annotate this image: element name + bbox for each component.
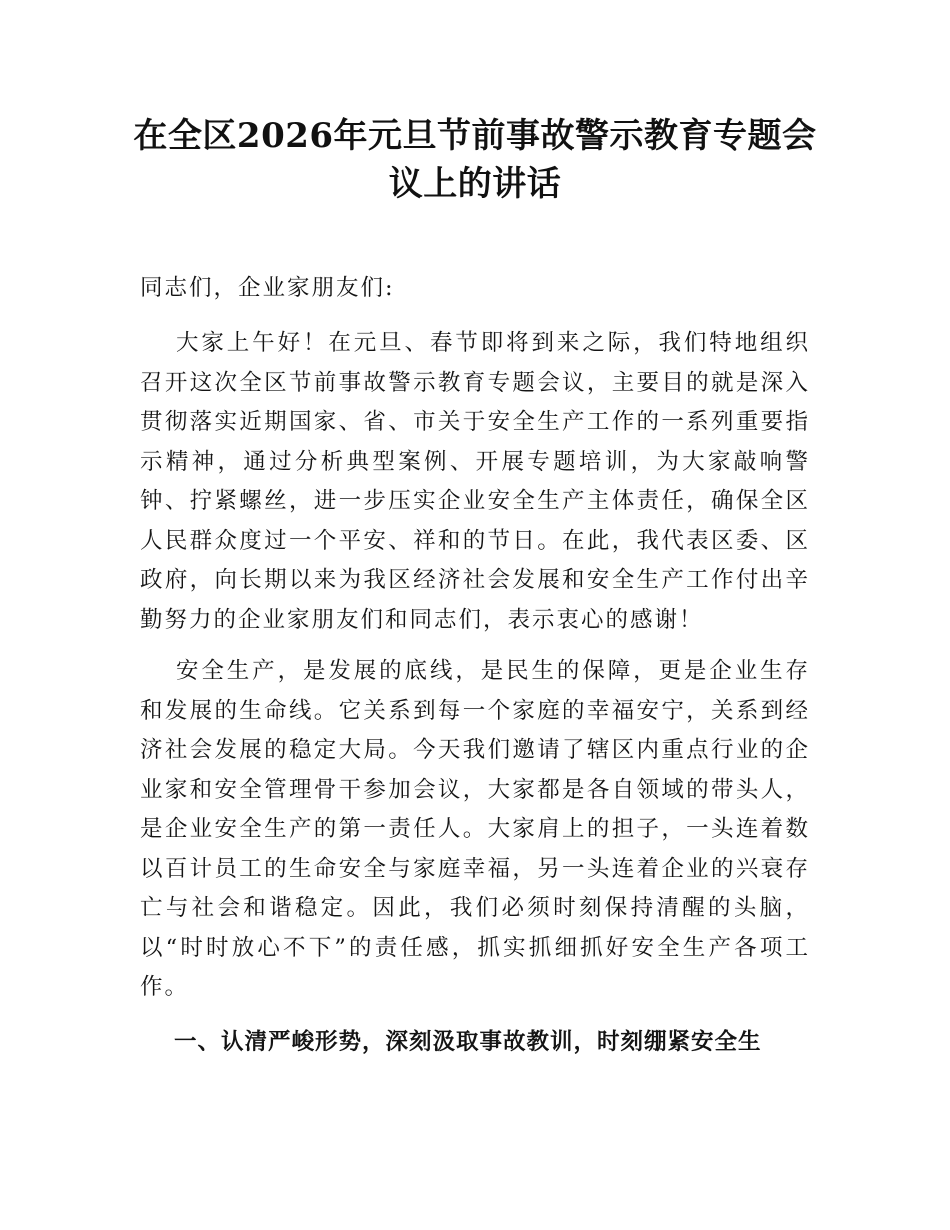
paragraph-safety-importance: 安全生产，是发展的底线，是民生的保障，更是企业生存和发展的生命线。它关系到每一个家庭的幸福安宁，关系到经济社会发展的稳定大局。今天我们邀请了辖区内重点行业的企业家和安全管理骨干参加会议，大家都是各自领域的带头人，是企业安全生产的第一责任人。大家肩上的担子，一头连着数以百计员工的生命安全与家庭幸福，另一头连着企业的兴衰存亡与社会和谐稳定。因此，我们必须时刻保持清醒的头脑，以“时时放心不下”的责任感，抓实抓细抓好安全生产各项工作。 [140, 658, 810, 1000]
paragraph-opening: 大家上午好！在元旦、春节即将到来之际，我们特地组织召开这次全区节前事故警示教育专题会议，主要目的就是深入贯彻落实近期国家、省、市关于安全生产工作的一系列重要指示精神，通过分析典型案例、开展专题培训，为大家敲响警钟、拧紧螺丝，进一步压实企业安全生产主体责任，确保全区人民群众度过一个平安、祥和的节日。在此，我代表区委、区政府，向长期以来为我区经济社会发展和安全生产工作付出辛勤努力的企业家朋友们和同志们，表示衷心的感谢！ [140, 330, 810, 633]
document-title: 在全区2026年元旦节前事故警示教育专题会议上的讲话 [133, 116, 817, 204]
salutation: 同志们，企业家朋友们: [140, 275, 395, 301]
section-heading-one: 一、认清严峻形势，深刻汲取事故教训，时刻绷紧安全生 [174, 1028, 762, 1055]
document-body [140, 270, 810, 1062]
